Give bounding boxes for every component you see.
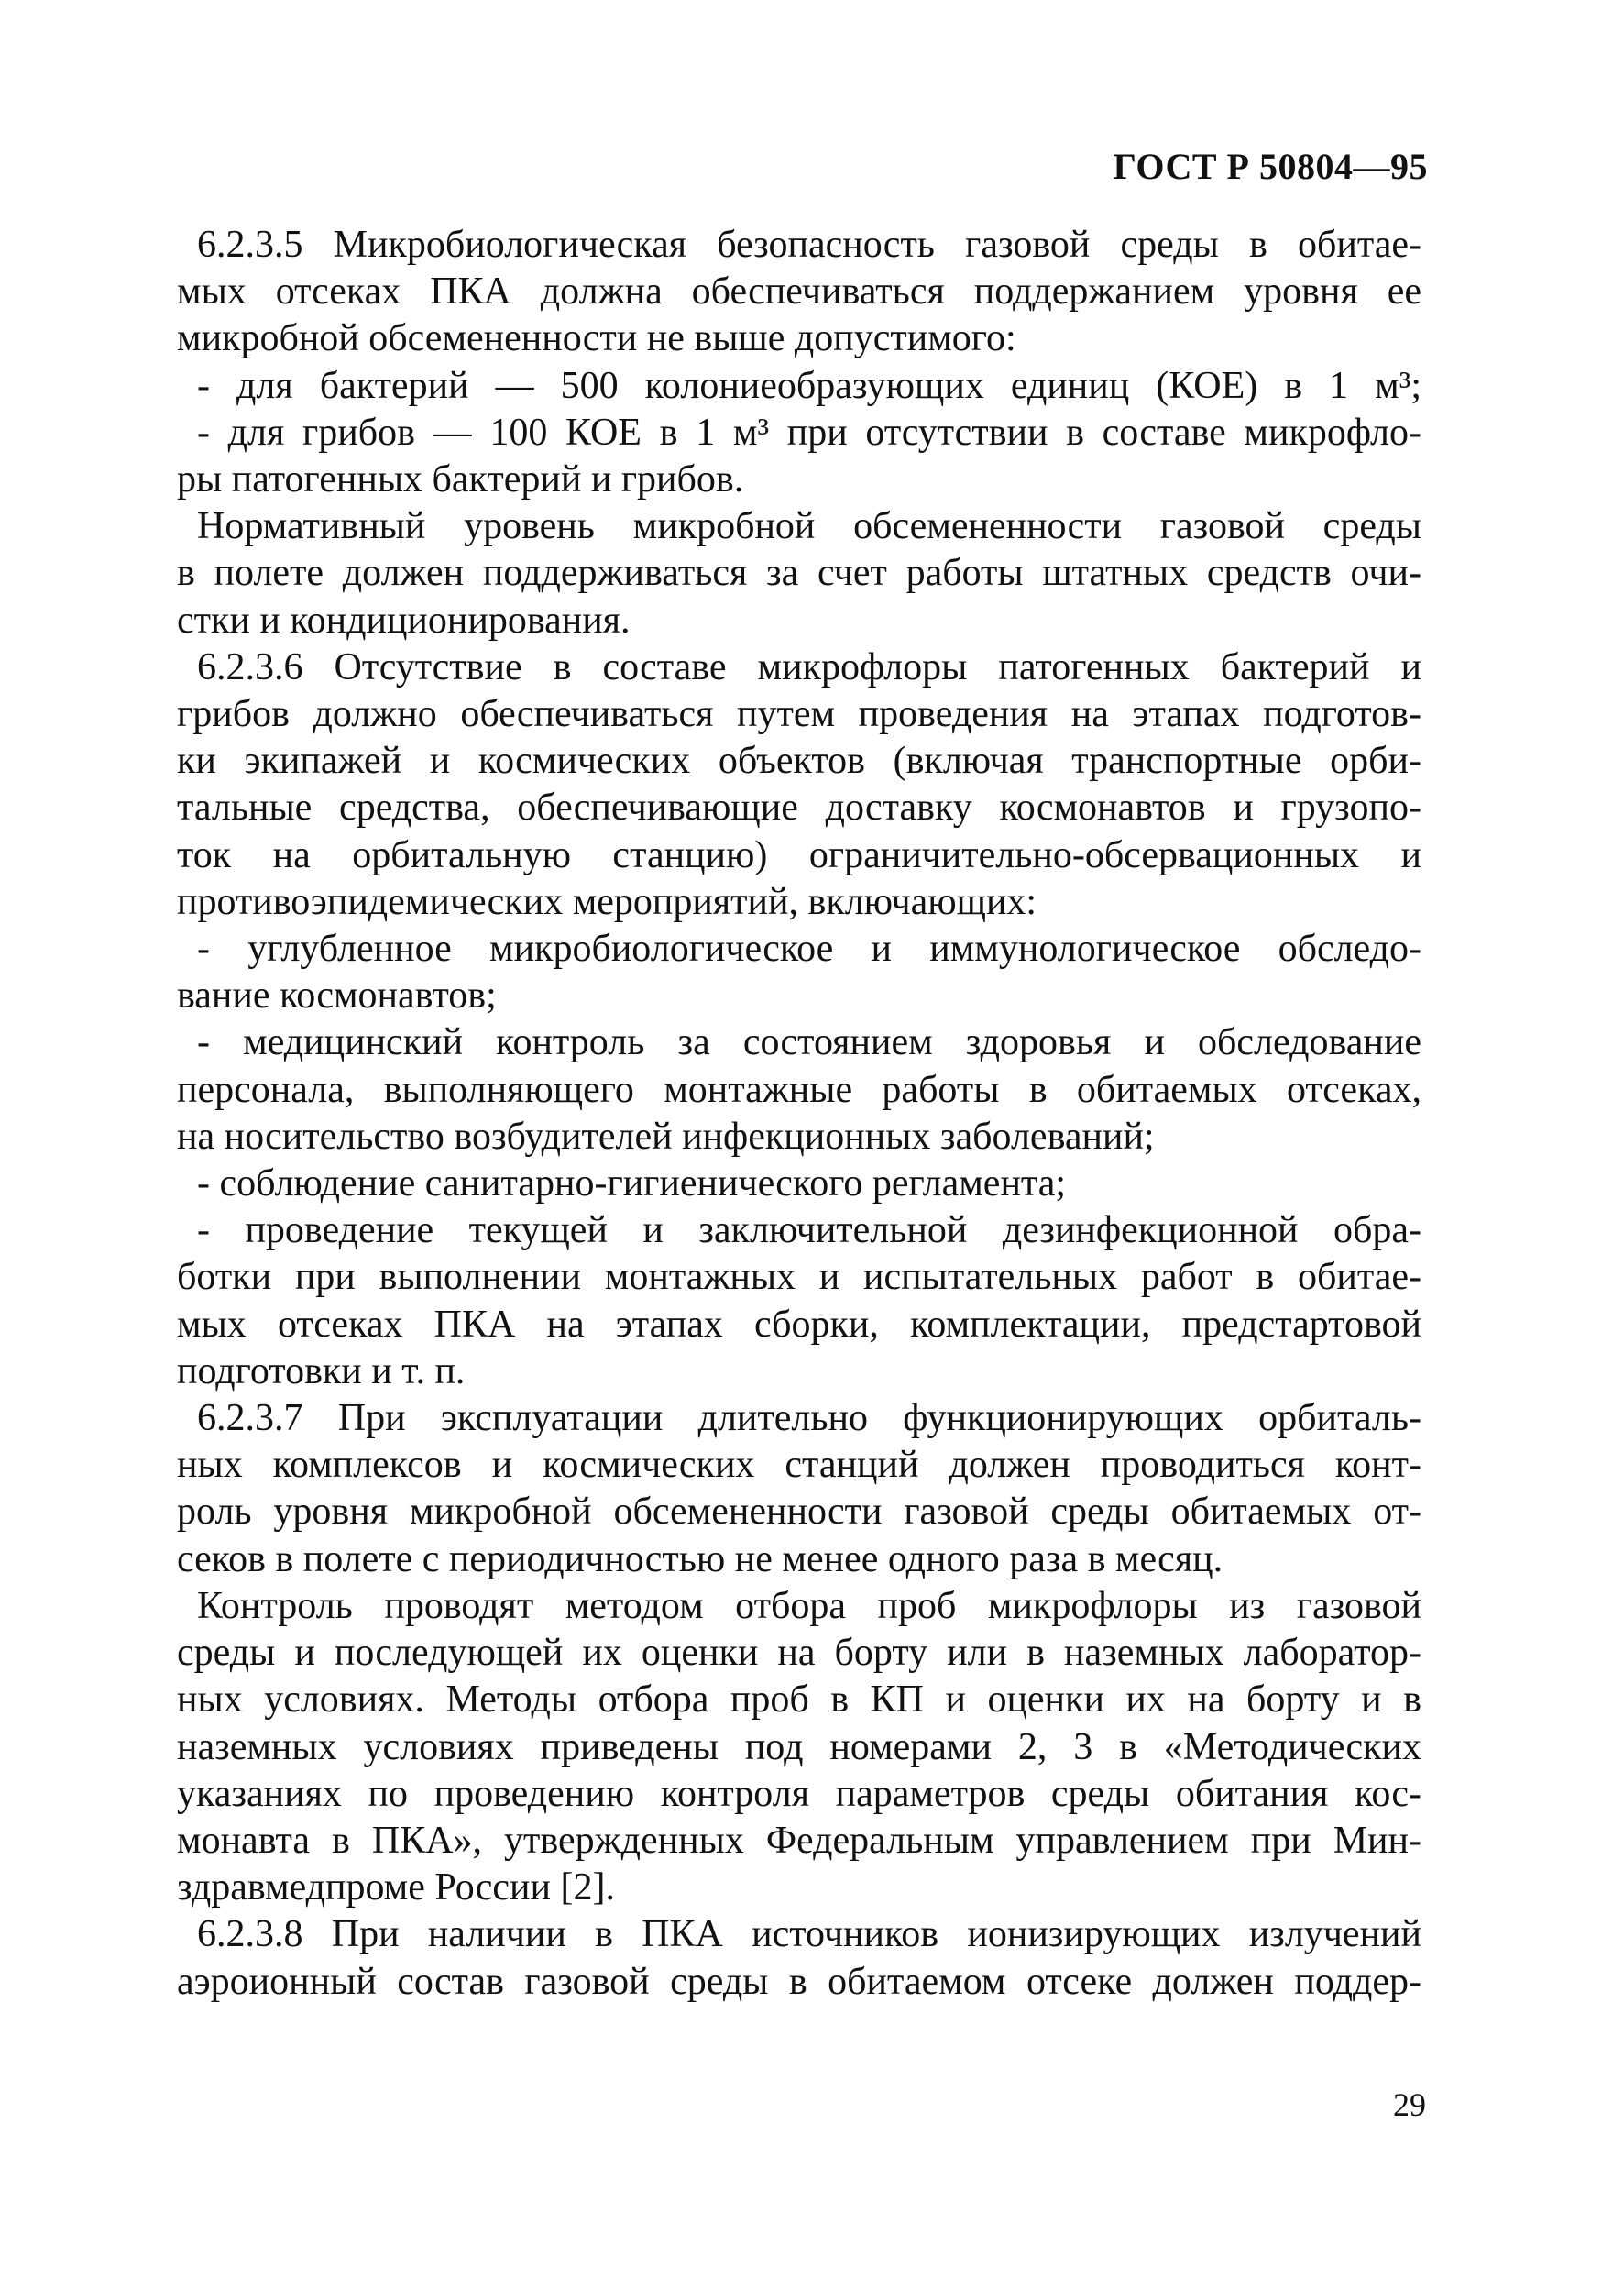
text-line: - соблюдение санитарно-гигиенического регламента; — [197, 1162, 1067, 1205]
text-line: мых отсеках ПКА должна обеспечиваться поддержанием уровня ее — [177, 270, 1421, 314]
text-line: - медицинский контроль за состоянием здоровья и обследование — [197, 1021, 1421, 1064]
text-line: персонала, выполняющего монтажные работы в обитаемых отсеках, — [177, 1068, 1421, 1111]
standard-code-header: ГОСТ Р 50804—95 — [1113, 146, 1428, 187]
text-line: аэроионный состав газовой среды в обитаемом отсеке должен поддер- — [177, 1960, 1421, 2003]
page-number: 29 — [1393, 2086, 1426, 2123]
text-line: ботки при выполнении монтажных и испытательных работ в обитае- — [177, 1256, 1421, 1299]
text-line: среды и последующей их оценки на борту или в наземных лаборатор- — [177, 1632, 1421, 1675]
text-line: - углубленное микробиологическое и иммунологическое обследо- — [197, 928, 1421, 971]
text-line: подготовки и т. п. — [177, 1349, 466, 1392]
text-line: тальные средства, обеспечивающие доставку космонавтов и грузопо- — [177, 787, 1421, 830]
text-line: указаниях по проведению контроля параметров среды обитания кос- — [177, 1772, 1421, 1815]
text-line: секов в полете с периодичностью не менее одного раза в месяц. — [177, 1537, 1223, 1580]
text-line: 6.2.3.5 Микробиологическая безопасность газовой среды в обитае- — [197, 224, 1421, 266]
text-line: вание космонавтов; — [177, 974, 497, 1018]
text-line: Нормативный уровень микробной обсемененности газовой среды — [197, 505, 1421, 548]
text-line: - проведение текущей и заключительной дезинфекционной обра- — [197, 1209, 1421, 1252]
text-line: 6.2.3.8 При наличии в ПКА источников ионизирующих излучений — [197, 1913, 1421, 1956]
text-line: наземных условиях приведены под номерами 2, 3 в «Методических — [177, 1725, 1421, 1768]
text-line: здравмедпроме России [2]. — [177, 1866, 615, 1909]
text-line: ных условиях. Методы отбора проб в КП и оценки их на борту и в — [177, 1678, 1421, 1722]
text-line: микробной обсемененности не выше допустимого: — [177, 317, 1016, 360]
text-line: на носительство возбудителей инфекционных заболеваний; — [177, 1115, 1155, 1158]
text-line: ки экипажей и космических объектов (включая транспортные орби- — [177, 740, 1421, 783]
text-line: - для грибов — 100 КОЕ в 1 м³ при отсутствии в составе микрофло- — [197, 411, 1421, 454]
text-line: стки и кондиционирования. — [177, 599, 631, 642]
text-line: ры патогенных бактерий и грибов. — [177, 458, 744, 501]
text-line: грибов должно обеспечиваться путем проведения на этапах подготов- — [177, 693, 1421, 736]
text-line: монавта в ПКА», утвержденных Федеральным управлением при Мин- — [177, 1819, 1421, 1862]
text-line: роль уровня микробной обсемененности газовой среды обитаемых от- — [177, 1491, 1421, 1534]
text-line: мых отсеках ПКА на этапах сборки, комплектации, предстартовой — [177, 1303, 1421, 1346]
text-line: Контроль проводят методом отбора проб микрофлоры из газовой — [197, 1584, 1421, 1627]
text-line: противоэпидемических мероприятий, включающих: — [177, 880, 1037, 923]
text-line: ток на орбитальную станцию) ограничительно-обсервационных и — [177, 833, 1421, 876]
text-line: 6.2.3.6 Отсутствие в составе микрофлоры патогенных бактерий и — [197, 645, 1421, 688]
text-line: - для бактерий — 500 колониеобразующих единиц (КОЕ) в 1 м³; — [197, 364, 1421, 407]
text-line: в полете должен поддерживаться за счет работы штатных средств очи- — [177, 552, 1421, 595]
text-line: ных комплексов и космических станций должен проводиться конт- — [177, 1444, 1421, 1487]
document-body — [177, 222, 1421, 2006]
text-line: 6.2.3.7 При эксплуатации длительно функционирующих орбиталь- — [197, 1397, 1421, 1440]
